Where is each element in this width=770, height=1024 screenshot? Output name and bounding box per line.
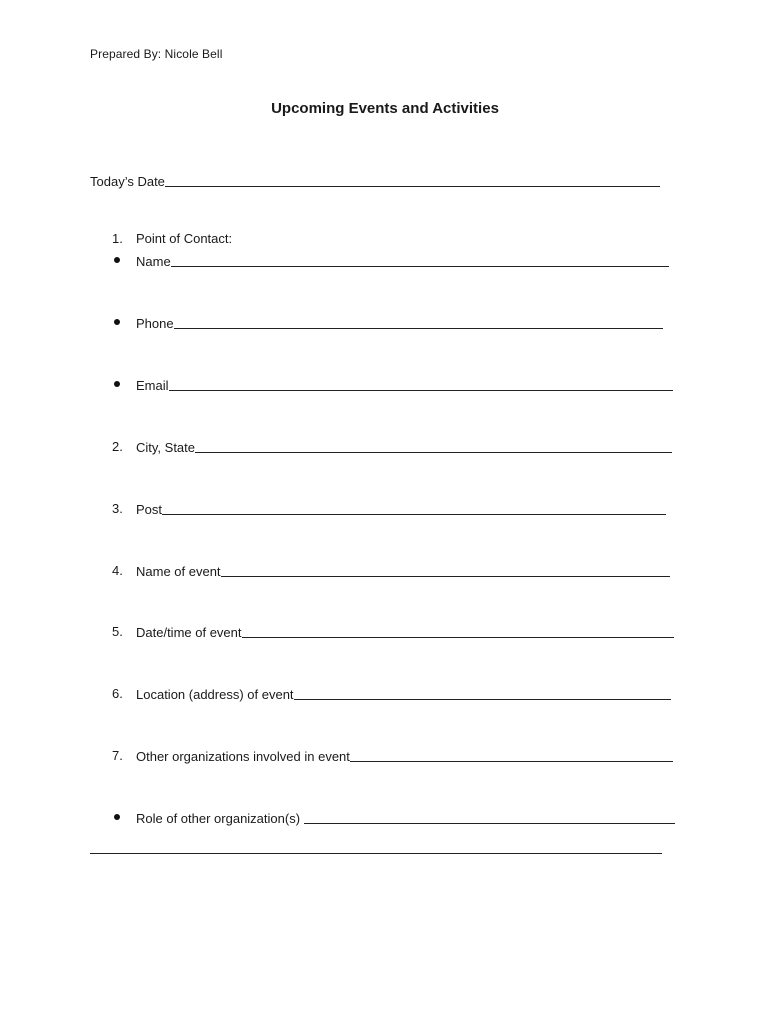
date-time-of-event-field[interactable] <box>136 620 674 640</box>
prepared-by: Prepared By: Nicole Bell <box>90 47 223 61</box>
todays-date-field[interactable] <box>90 169 660 189</box>
item-5-number: 5. <box>112 624 123 639</box>
location-of-event-field[interactable] <box>136 682 671 702</box>
phone-line[interactable] <box>174 328 663 329</box>
email-line[interactable] <box>169 390 673 391</box>
name-of-event-label: Name of event <box>136 564 221 579</box>
bullet-icon <box>114 319 120 325</box>
other-organizations-field[interactable] <box>136 744 673 764</box>
role-of-other-orgs-line[interactable] <box>304 823 675 824</box>
point-of-contact-label: Point of Contact: <box>136 231 233 246</box>
item-3-number: 3. <box>112 501 123 516</box>
role-of-other-orgs-label: Role of other organization(s) <box>136 811 304 826</box>
name-field[interactable] <box>136 249 669 269</box>
phone-label: Phone <box>136 316 174 331</box>
item-6-number: 6. <box>112 686 123 701</box>
continuation-line[interactable] <box>90 853 662 854</box>
other-organizations-line[interactable] <box>350 761 673 762</box>
city-state-label: City, State <box>136 440 196 455</box>
email-field[interactable] <box>136 373 673 393</box>
name-of-event-field[interactable] <box>136 559 670 579</box>
bullet-icon <box>114 381 120 387</box>
item-1-number: 1. <box>112 231 123 246</box>
todays-date-line[interactable] <box>165 186 660 187</box>
date-time-of-event-line[interactable] <box>242 637 675 638</box>
city-state-field[interactable] <box>136 435 672 455</box>
item-2-number: 2. <box>112 439 123 454</box>
location-of-event-label: Location (address) of event <box>136 687 294 702</box>
name-line[interactable] <box>171 266 669 267</box>
other-organizations-label: Other organizations involved in event <box>136 749 350 764</box>
post-field[interactable] <box>136 497 666 517</box>
email-label: Email <box>136 378 169 393</box>
post-line[interactable] <box>162 514 666 515</box>
item-4-number: 4. <box>112 563 123 578</box>
date-time-of-event-label: Date/time of event <box>136 625 242 640</box>
name-label: Name <box>136 254 171 269</box>
post-label: Post <box>136 502 163 517</box>
phone-field[interactable] <box>136 311 663 331</box>
page-title: Upcoming Events and Activities <box>271 100 499 117</box>
location-of-event-line[interactable] <box>294 699 671 700</box>
todays-date-label: Today’s Date <box>90 174 165 189</box>
bullet-icon <box>114 814 120 820</box>
city-state-line[interactable] <box>195 452 672 453</box>
name-of-event-line[interactable] <box>221 576 670 577</box>
bullet-icon <box>114 257 120 263</box>
item-7-number: 7. <box>112 748 123 763</box>
role-of-other-orgs-field[interactable] <box>136 806 675 826</box>
